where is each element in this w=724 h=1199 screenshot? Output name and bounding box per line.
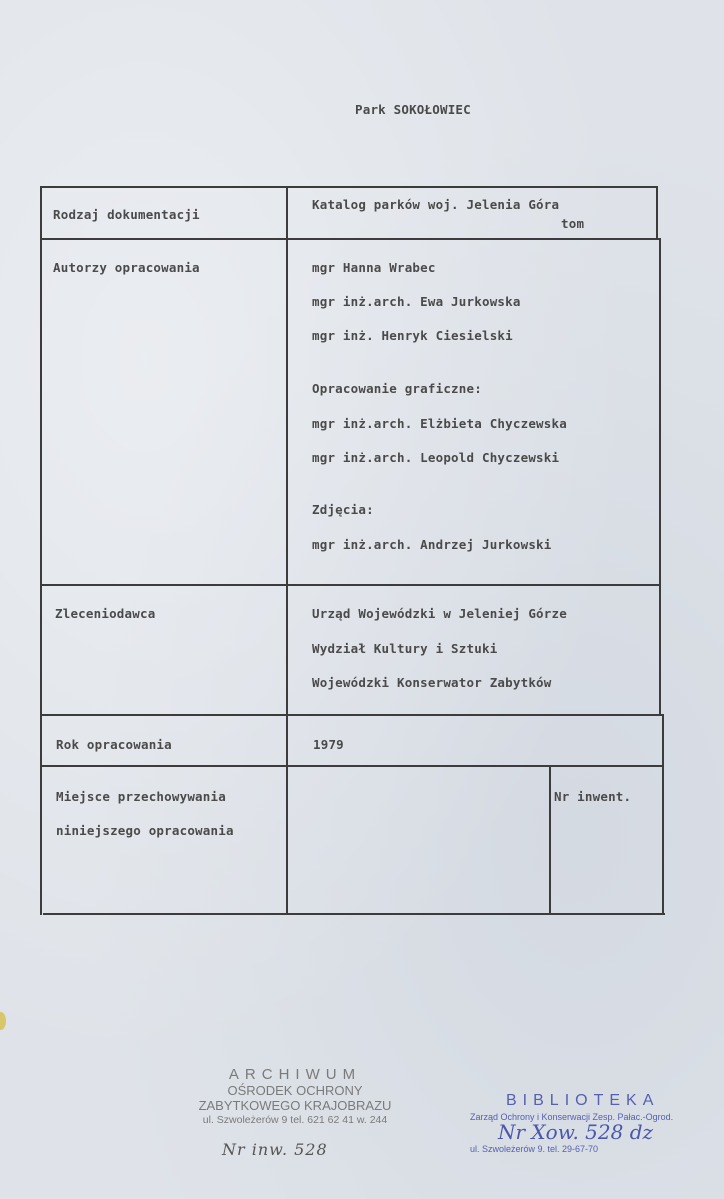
library-stamp-address: ul. Szwoleżerów 9. tel. 29-67-70 <box>470 1144 599 1154</box>
photos-heading: Zdjęcia: <box>312 502 374 517</box>
library-stamp-line: Zarząd Ochrony i Konserwacji Zesp. Pałac.-Ogrod. <box>470 1112 674 1122</box>
table-line <box>43 913 665 915</box>
table-line <box>656 186 658 240</box>
table-line <box>662 714 664 915</box>
label-year: Rok opracowania <box>56 737 172 752</box>
table-line <box>286 186 288 915</box>
table-line <box>42 765 663 767</box>
table-line <box>549 765 551 915</box>
table-line <box>40 238 660 240</box>
author-line: mgr inż.arch. Andrzej Jurkowski <box>312 537 552 552</box>
commissioner-line: Wydział Kultury i Sztuki <box>312 641 498 656</box>
value-document-type: Katalog parków woj. Jelenia Góra <box>312 197 560 212</box>
table-line <box>41 584 661 586</box>
archive-stamp-title: ARCHIWUM <box>228 1066 362 1083</box>
archive-stamp-line: ZABYTKOWEGO KRAJOBRAZU <box>198 1098 392 1113</box>
table-line <box>40 186 658 188</box>
archive-stamp-address: ul. Szwoleżerów 9 tel. 621 62 41 w. 244 <box>202 1114 388 1126</box>
document-title: Park SOKOŁOWIEC <box>355 102 471 117</box>
graphics-heading: Opracowanie graficzne: <box>312 381 482 396</box>
commissioner-line: Urząd Wojewódzki w Jeleniej Górze <box>312 606 567 621</box>
label-commissioner: Zleceniodawca <box>55 606 156 621</box>
author-line: mgr Hanna Wrabec <box>312 260 436 275</box>
author-line: mgr inż.arch. Ewa Jurkowska <box>312 294 521 309</box>
library-stamp-title: BIBLIOTEKA <box>506 1092 660 1109</box>
label-authors: Autorzy opracowania <box>53 260 200 275</box>
label-storage-place-cont: niniejszego opracowania <box>56 823 234 838</box>
table-line <box>659 238 661 716</box>
archive-stamp-line: OŚRODEK OCHRONY <box>227 1083 363 1098</box>
table-line <box>40 186 42 915</box>
commissioner-line: Wojewódzki Konserwator Zabytków <box>312 675 552 690</box>
label-inventory-number: Nr inwent. <box>554 789 632 804</box>
label-document-type: Rodzaj dokumentacji <box>53 207 200 222</box>
archive-stamp <box>192 1066 398 1127</box>
table-line <box>42 714 662 716</box>
author-line: mgr inż. Henryk Ciesielski <box>312 328 513 343</box>
value-year: 1979 <box>313 737 344 752</box>
library-inventory-handwriting: Nr Xow. 528 dz <box>498 1120 654 1144</box>
archive-inventory-handwriting: Nr inw. 528 <box>222 1140 328 1159</box>
author-line: mgr inż.arch. Elżbieta Chyczewska <box>312 416 567 431</box>
library-stamp <box>470 1092 700 1154</box>
label-storage-place: Miejsce przechowywania <box>56 789 226 804</box>
author-line: mgr inż.arch. Leopold Chyczewski <box>312 450 560 465</box>
value-document-type-volume: tom <box>561 216 585 231</box>
